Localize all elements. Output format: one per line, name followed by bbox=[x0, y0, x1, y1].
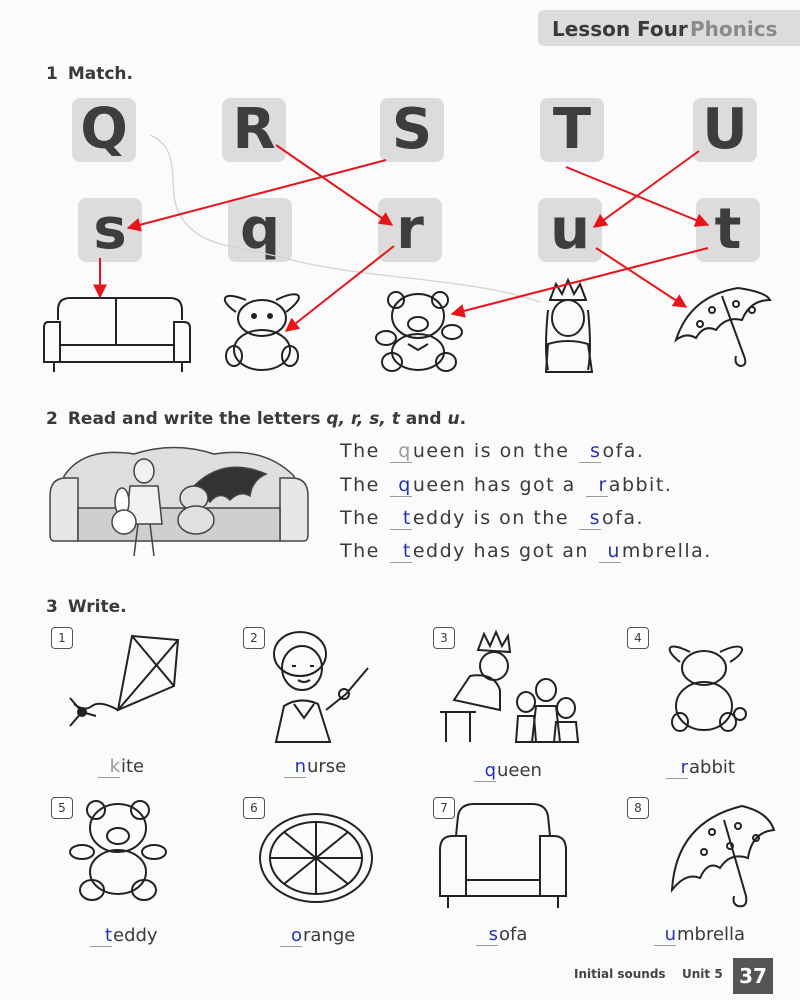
card-number: 1 bbox=[51, 627, 73, 649]
answer-blank: t bbox=[390, 540, 412, 563]
tile-lower-q: q bbox=[228, 198, 292, 262]
answer-blank: s bbox=[579, 507, 601, 530]
tile-lower-s: s bbox=[78, 198, 142, 262]
page-number: 37 bbox=[733, 958, 773, 994]
kite-icon bbox=[70, 636, 178, 726]
answer-blank: s bbox=[579, 440, 601, 463]
tile-lower-t: t bbox=[696, 198, 760, 262]
tile-upper-s: S bbox=[380, 98, 444, 162]
word-answer: rabbit bbox=[666, 757, 735, 779]
word-answer: kite bbox=[98, 756, 144, 778]
section2-title: 2 Read and write the letters q, r, s, t and u. bbox=[46, 409, 467, 429]
section1-title: 1 Match. bbox=[46, 64, 133, 84]
tile-upper-r: R bbox=[222, 98, 286, 162]
sofa-icon bbox=[440, 804, 566, 908]
rabbit-icon bbox=[670, 647, 746, 731]
orange-icon bbox=[260, 814, 372, 902]
word-answer: sofa bbox=[476, 924, 527, 946]
card-number: 4 bbox=[627, 627, 649, 649]
sentence-1: The queen is on the sofa. bbox=[340, 440, 645, 462]
nurse-icon bbox=[274, 632, 368, 742]
lesson-topic: Phonics bbox=[690, 17, 778, 41]
card-number: 7 bbox=[433, 797, 455, 819]
tile-upper-u: U bbox=[693, 98, 757, 162]
answer-blank: t bbox=[390, 507, 412, 530]
teddy-icon bbox=[70, 801, 166, 900]
lesson-title: Lesson Four bbox=[552, 17, 688, 41]
card-number: 5 bbox=[51, 797, 73, 819]
word-answer: umbrella bbox=[654, 924, 745, 946]
footer-unit: Unit 5 bbox=[682, 967, 723, 981]
tile-upper-t: T bbox=[540, 98, 604, 162]
queen-family-icon bbox=[440, 632, 578, 742]
card-number: 8 bbox=[627, 797, 649, 819]
sentence-4: The teddy has got an umbrella. bbox=[340, 540, 712, 562]
section3-title: 3 Write. bbox=[46, 597, 127, 617]
tile-lower-u: u bbox=[538, 198, 602, 262]
answer-blank: q bbox=[390, 474, 412, 497]
answer-blank: r bbox=[586, 474, 608, 497]
answer-blank: q bbox=[390, 440, 412, 463]
tile-upper-q: Q bbox=[72, 98, 136, 162]
card-number: 6 bbox=[243, 797, 265, 819]
answer-blank: u bbox=[599, 540, 621, 563]
sentence-3: The teddy is on the sofa. bbox=[340, 507, 645, 529]
footer-topic: Initial sounds bbox=[574, 967, 666, 981]
tile-lower-r: r bbox=[378, 198, 442, 262]
word-answer: queen bbox=[474, 760, 542, 782]
word-answer: teddy bbox=[90, 925, 158, 947]
word-answer: nurse bbox=[284, 756, 346, 778]
umbrella-icon bbox=[672, 806, 774, 906]
card-number: 2 bbox=[243, 627, 265, 649]
card-number: 3 bbox=[433, 627, 455, 649]
sentence-2: The queen has got a rabbit. bbox=[340, 474, 673, 496]
word-answer: orange bbox=[280, 925, 355, 947]
